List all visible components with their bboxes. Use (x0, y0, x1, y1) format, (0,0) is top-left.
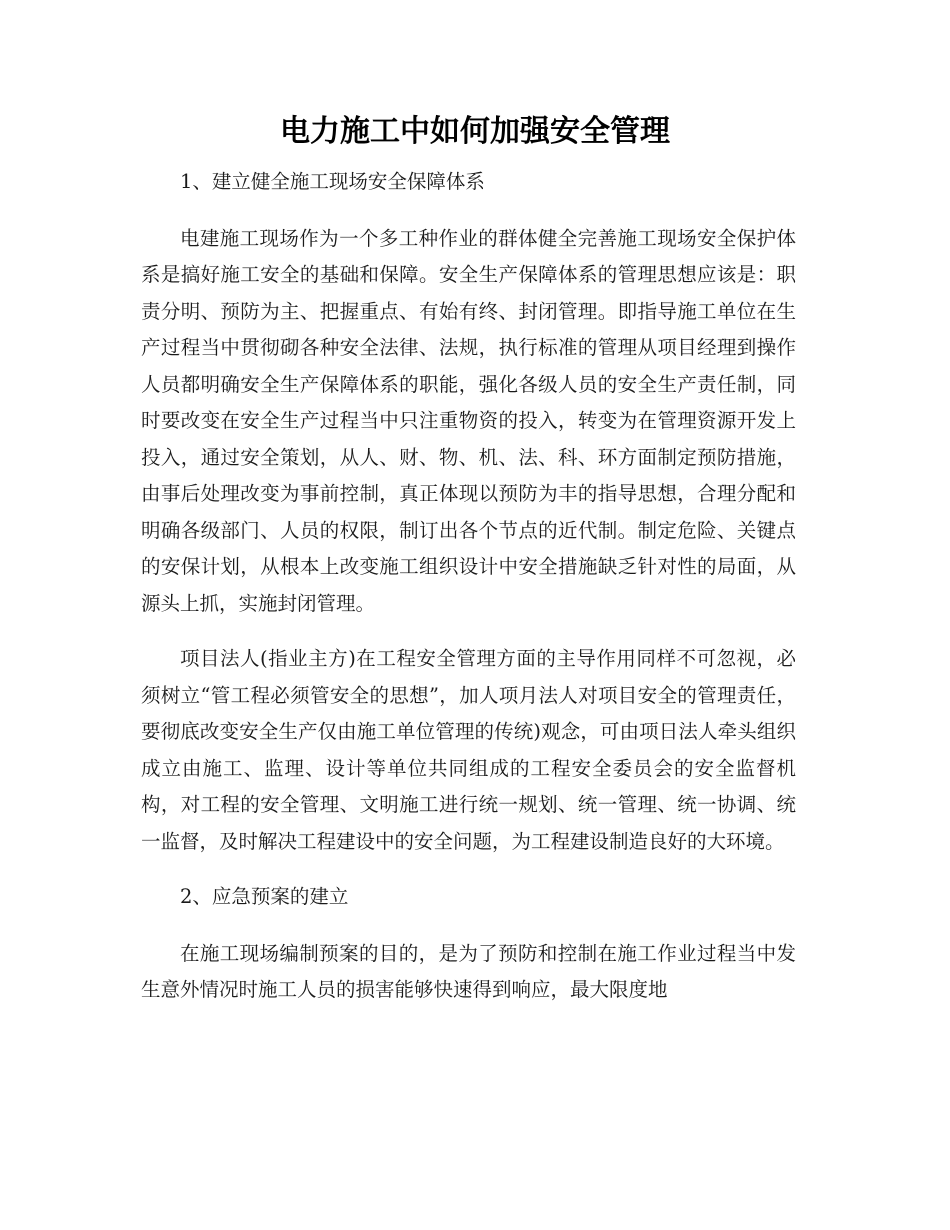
section-heading-2: 2、应急预案的建立 (180, 885, 349, 908)
paragraph-emergency-plan: 在施工现场编制预案的目的，是为了预防和控制在施工作业过程当中发生意外情况时施工人员的损害能够快速得到响应，最大限度地 (141, 941, 796, 1001)
document-title: 电力施工中如何加强安全管理 (280, 114, 670, 149)
document-body (141, 164, 796, 1028)
section-heading-1: 1、建立健全施工现场安全保障体系 (180, 170, 485, 193)
paragraph-safety-system: 电建施工现场作为一个多工种作业的群体健全完善施工现场安全保护体系是搞好施工安全的基础和保障。安全生产保障体系的管理思想应该是：职责分明、预防为主、把握重点、有始有终、封闭管理。即指导施工单位在生产过程当中贯彻砌各种安全法律、法规，执行标准的管理从项目经理到操作人员都明确安全生产保障体系的职能，强化各级人员的安全生产责任制，同时要改变在安全生产过程当中只注重物资的投入，转变为在管理资源开发上投入，通过安全策划，从人、财、物、机、法、科、环方面制定预防措施，由事后处理改变为事前控制，真正体现以预防为丰的指导思想，合理分配和明确各级部门、人员的权限，制订出各个节点的近代制。制定危险、关键点的安保计划，从根本上改变施工组织设计中安全措施缺乏针对性的局面，从源头上抓，实施封闭管理。 (141, 226, 796, 615)
paragraph-project-owner: 项目法人(指业主方)在工程安全管理方面的主导作用同样不可忽视，必须树立“管工程必须管安全的思想”，加人项月法人对项目安全的管理责任，要彻底改变安全生产仅由施工单位管理的传统)观念，可由项日法人牵头组织成立由施工、监理、设计等单位共同组成的工程安全委员会的安全监督机构，对工程的安全管理、文明施工进行统一规划、统一管理、统一协调、统一监督，及时解决工程建设中的安全问题，为工程建设制造良好的大环境。 (141, 647, 796, 853)
